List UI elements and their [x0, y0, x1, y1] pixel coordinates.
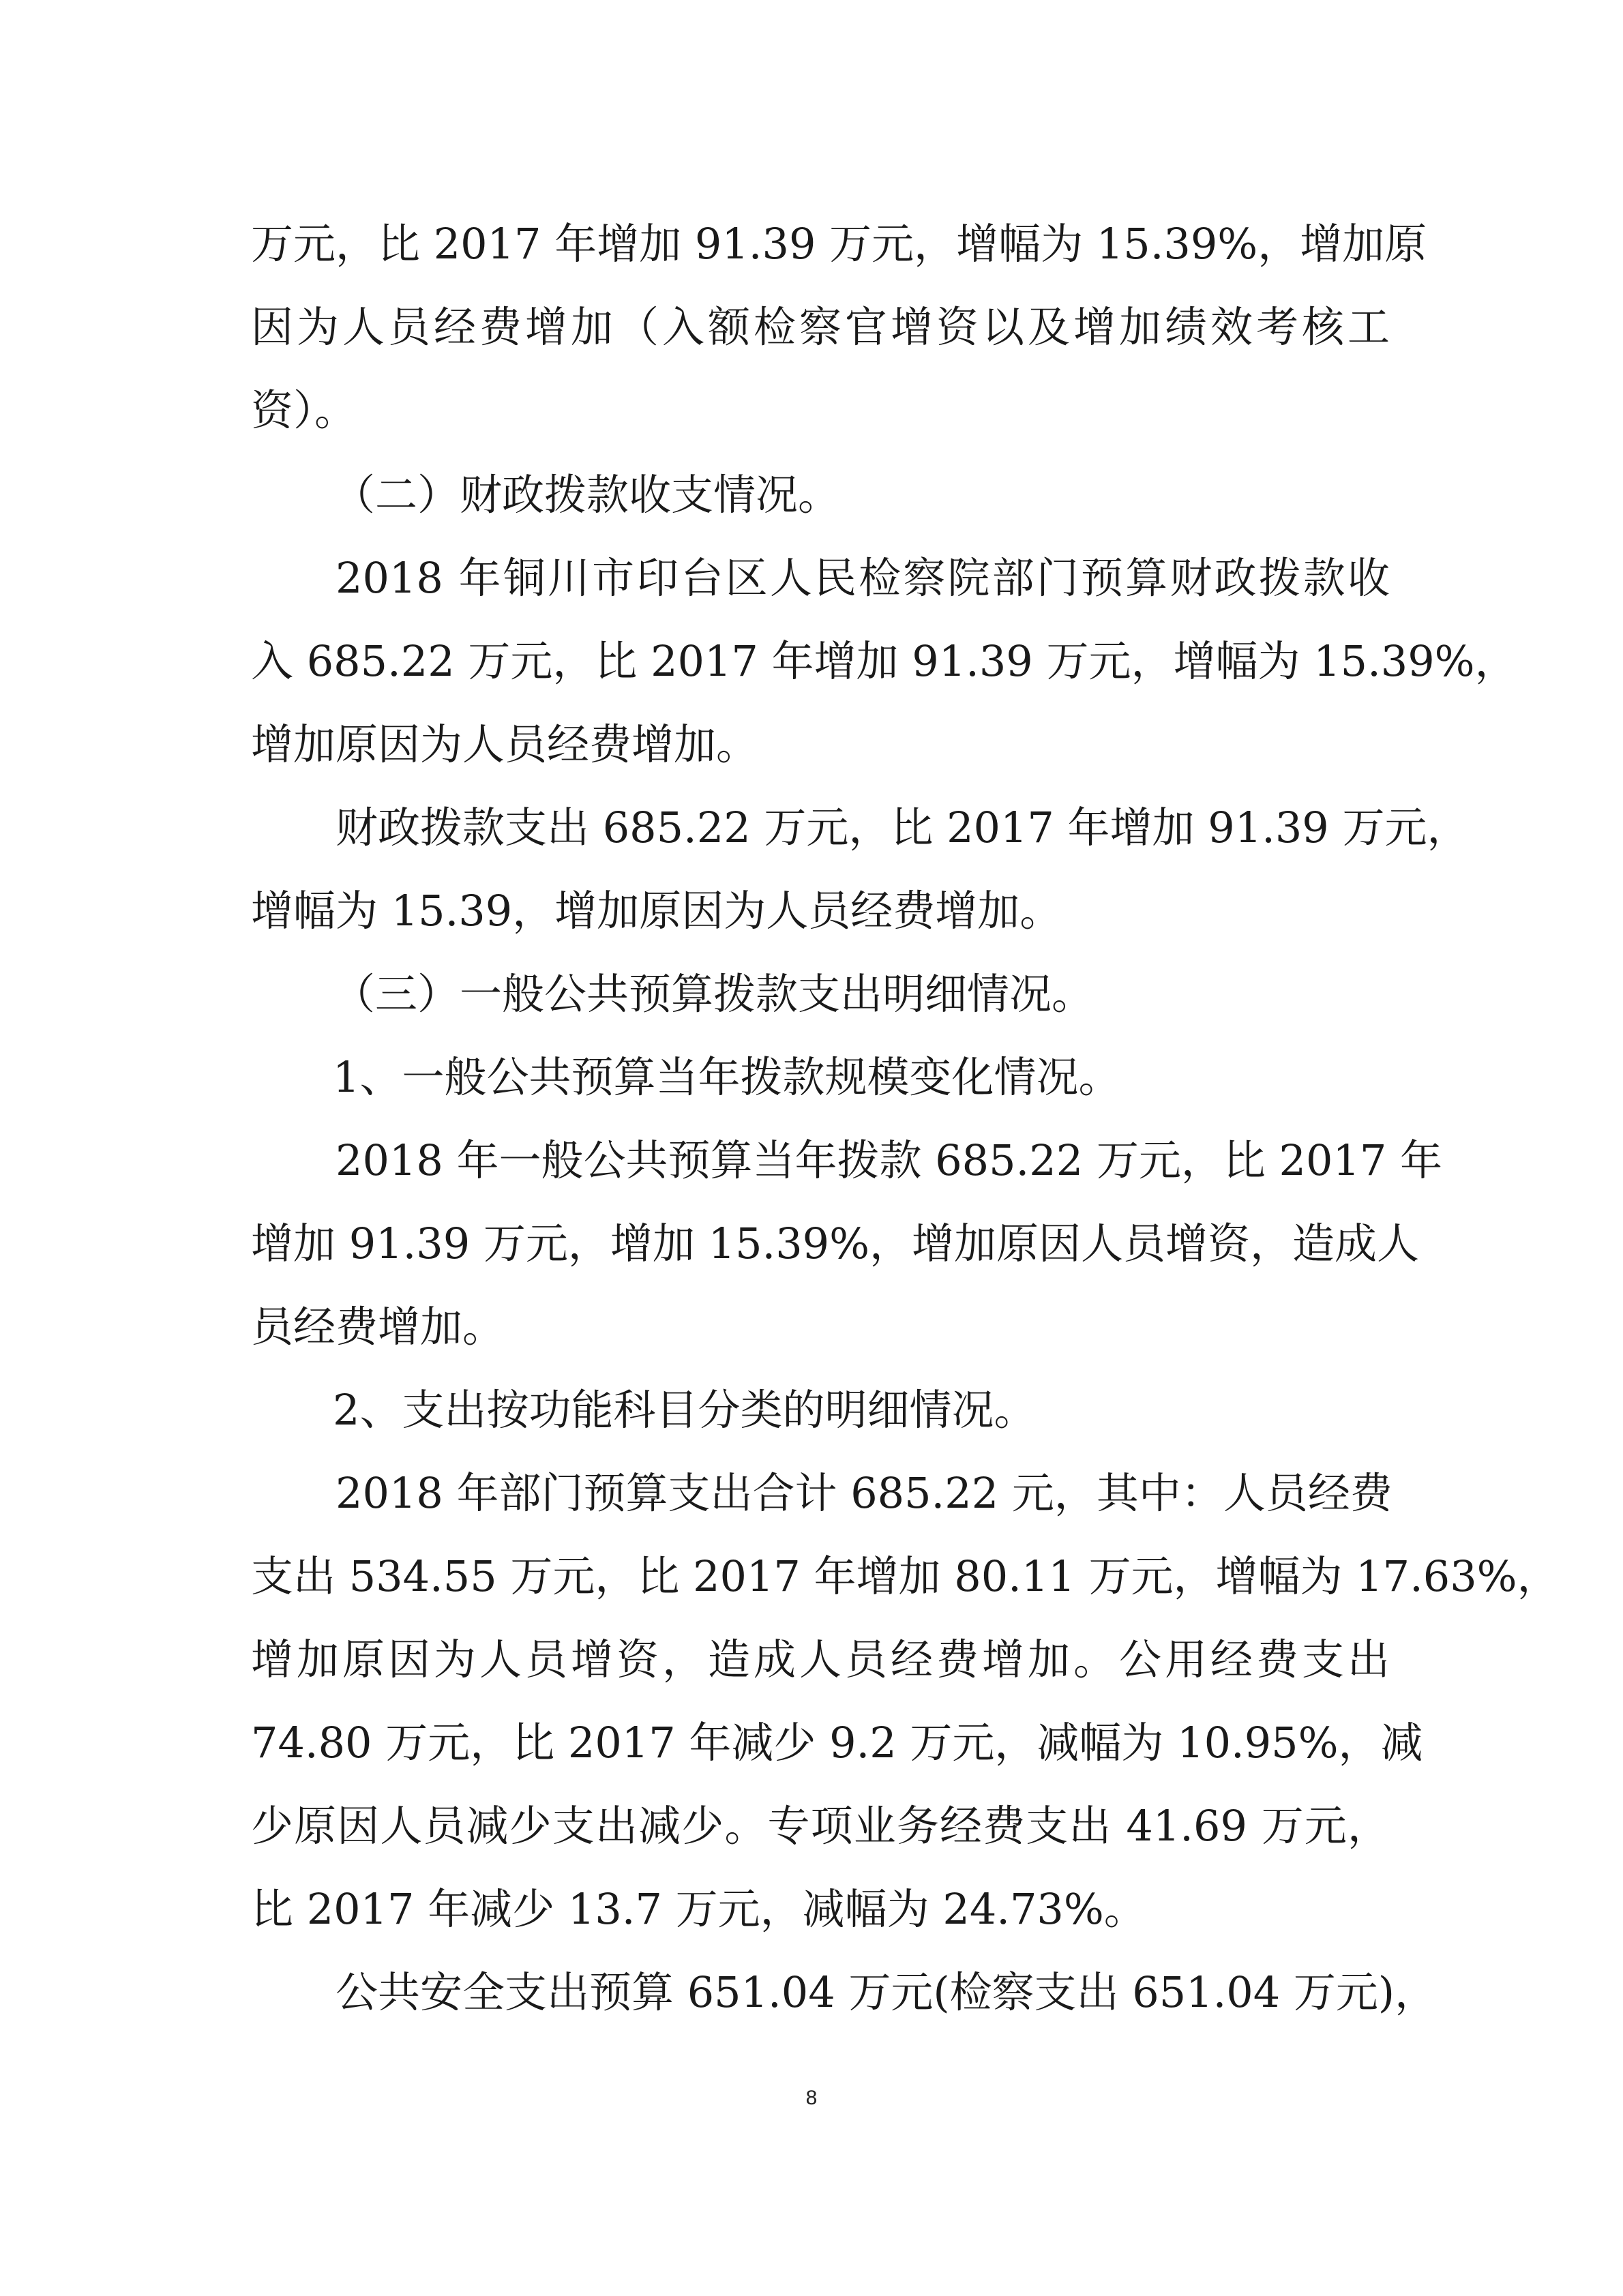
paragraph-line: 财政拨款支出 685.22 万元，比 2017 年增加 91.39 万元， — [336, 803, 1470, 852]
paragraph-line: 支出 534.55 万元，比 2017 年增加 80.11 万元，增幅为 17.63%， — [251, 1551, 1560, 1601]
paragraph-line: 员经费增加。 — [251, 1302, 505, 1352]
paragraph-line: 74.80 万元，比 2017 年减少 9.2 万元，减幅为 10.95%，减 — [251, 1718, 1423, 1768]
paragraph-line: 少原因人员减少支出减少。专项业务经费支出 41.69 万元， — [251, 1801, 1390, 1851]
paragraph-line: 比 2017 年减少 13.7 万元，减幅为 24.73%。 — [251, 1884, 1146, 1934]
paragraph-line: 2018 年部门预算支出合计 685.22 元，其中：人员经费 — [336, 1468, 1393, 1518]
section-heading: （三）一般公共预算拨款支出明细情况。 — [333, 969, 1095, 1019]
paragraph-line: 2018 年铜川市印台区人民检察院部门预算财政拨款收 — [336, 553, 1390, 603]
paragraph-line: 资）。 — [251, 385, 357, 435]
paragraph-line: 增幅为 15.39，增加原因为人员经费增加。 — [251, 886, 1062, 936]
paragraph-line: 增加 91.39 万元，增加 15.39%，增加原因人员增资，造成人 — [251, 1219, 1420, 1268]
paragraph-line: 增加原因为人员增资，造成人员经费增加。公用经费支出 — [251, 1635, 1390, 1684]
paragraph-line: 公共安全支出预算 651.04 万元(检察支出 651.04 万元)， — [336, 1967, 1438, 2017]
paragraph-line: 因为人员经费增加（入额检察官增资以及增加绩效考核工 — [251, 302, 1390, 352]
paragraph-line: 入 685.22 万元，比 2017 年增加 91.39 万元，增幅为 15.39%， — [251, 636, 1517, 686]
paragraph-line: 增加原因为人员经费增加。 — [251, 719, 759, 769]
section-heading: （二）财政拨款收支情况。 — [333, 470, 841, 520]
page-number: 8 — [805, 2087, 818, 2109]
paragraph-line: 万元，比 2017 年增加 91.39 万元，增幅为 15.39%，增加原 — [251, 219, 1427, 269]
paragraph-line: 2018 年一般公共预算当年拨款 685.22 万元，比 2017 年 — [336, 1135, 1443, 1185]
subsection-heading: 2、支出按功能科目分类的明细情况。 — [333, 1385, 1037, 1435]
subsection-heading: 1、一般公共预算当年拨款规模变化情况。 — [333, 1052, 1121, 1102]
